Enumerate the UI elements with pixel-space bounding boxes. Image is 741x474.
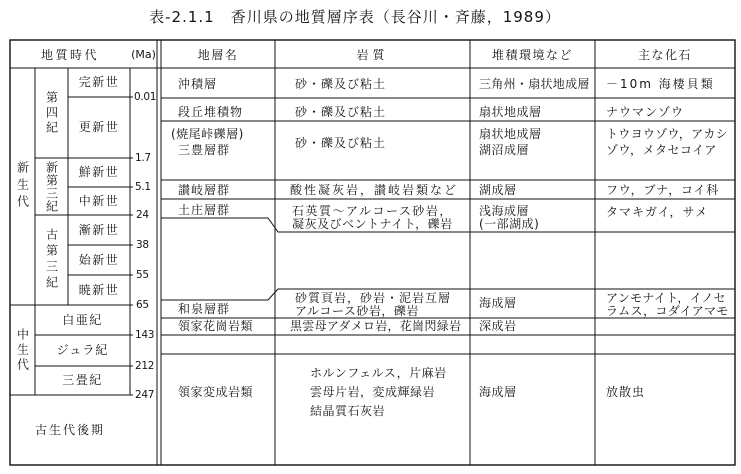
fossil-text: フウ，ブナ，コイ科 [606, 183, 720, 197]
lithology-text: 石英質～アルコース砂岩， [292, 204, 453, 218]
ma-tick-label: 65 [136, 299, 149, 311]
era-cell-mesozoic [10, 305, 35, 395]
ma-tick-label: 5.1 [135, 181, 151, 193]
era-label: 新生代 [15, 161, 30, 212]
fossil-text: ラムス，コダイアマモ [606, 304, 729, 318]
fossil-text: タマキガイ，サメ [606, 205, 709, 219]
fossil-text: ゾウ，メタセコイア [606, 143, 717, 157]
table-title: 表-2.1.1 香川県の地質層序表（長谷川・斉藤，1989） [149, 8, 561, 26]
header-lithology: 岩質 [356, 48, 389, 62]
environment-text: 湖沼成層 [479, 143, 530, 157]
period-cell-quaternary [35, 68, 68, 158]
lithology-text: 砂・礫及び粘土 [295, 105, 387, 119]
environment-text: 三角州・扇状地成層 [479, 77, 590, 91]
ma-tick-label: 212 [135, 360, 155, 372]
formation-name: 土庄層群 [178, 203, 231, 217]
period-label: 第四紀 [44, 90, 59, 136]
environment-text: (一部湖成) [479, 217, 540, 231]
ma-tick-label: 0.01 [134, 91, 157, 103]
ma-tick-label: 38 [136, 239, 149, 251]
formation-name: 和泉層群 [178, 302, 231, 316]
fossil-text: 放散虫 [606, 385, 646, 399]
formation-name: 沖積層 [178, 77, 218, 91]
epoch-label: 鮮新世 [78, 165, 120, 179]
environment-text: 扇状地成層 [479, 105, 542, 119]
environment-text: 海成層 [479, 385, 517, 399]
ma-tick-label: 247 [135, 389, 155, 401]
fossil-text: －10m 海棲貝類 [606, 77, 715, 91]
lithology-text: 黒雲母アダメロ岩，花崗閃緑岩 [290, 319, 462, 333]
formation-name: (焼尾峠礫層) [171, 127, 244, 141]
fossil-text: トウヨウゾウ，アカシ [606, 127, 728, 141]
era-cell-cenozoic [10, 68, 35, 305]
epoch-label: 暁新世 [78, 283, 120, 297]
period-label: 白亜紀 [62, 313, 103, 327]
fossil-text: ナウマンゾウ [606, 105, 685, 119]
period-label: 古第三紀 [44, 228, 59, 292]
ma-tick-label: 143 [135, 329, 155, 341]
era-label: 中生代 [15, 327, 30, 373]
header-fossils: 主な化石 [637, 48, 692, 62]
lithology-text: 凝灰及びベントナイト，礫岩 [292, 217, 453, 231]
formation-name: 領家花崗岩類 [178, 319, 254, 333]
header-ma: (Ma) [131, 48, 156, 61]
fossil-text: アンモナイト，イノセ [606, 291, 726, 305]
formation-name: 讃岐層群 [178, 183, 231, 197]
ma-tick-label: 55 [136, 269, 149, 281]
period-label: 三畳紀 [62, 373, 103, 387]
environment-text: 扇状地成層 [479, 127, 542, 141]
period-label: ジュラ紀 [56, 343, 109, 357]
epoch-label: 漸新世 [78, 223, 120, 237]
lithology-text: 雲母片岩，変成輝緑岩 [310, 385, 436, 399]
environment-text: 海成層 [479, 296, 517, 310]
epoch-label: 中新世 [78, 194, 120, 208]
lithology-text: 酸性凝灰岩，讃岐岩類など [290, 183, 459, 197]
period-label: 新第三紀 [44, 160, 59, 213]
period-cell-neogene [35, 158, 68, 215]
formation-name: 段丘堆積物 [178, 105, 244, 119]
period-cell-paleogene [35, 215, 68, 305]
environment-text: 湖成層 [479, 183, 517, 197]
header-geologic-age: 地質時代 [40, 48, 99, 62]
lithology-text: 砂・礫及び粘土 [295, 77, 387, 91]
epoch-label: 更新世 [78, 120, 120, 134]
lithology-text: ホルンフェルス，片麻岩 [310, 366, 447, 380]
formation-name: 三豊層群 [178, 143, 231, 157]
lithology-text: 結晶質石灰岩 [310, 404, 386, 418]
environment-text: 深成岩 [479, 319, 517, 333]
header-formation: 地層名 [197, 48, 239, 62]
environment-text: 浅海成層 [479, 204, 530, 218]
header-environment: 堆積環境など [491, 48, 573, 62]
formation-name: 領家変成岩類 [178, 385, 254, 399]
lithology-text: 砂・礫及び粘土 [295, 136, 387, 150]
era-label: 古生代後期 [34, 423, 105, 437]
lithology-text: アルコース砂岩，礫岩 [295, 304, 419, 318]
ma-tick-label: 1.7 [135, 152, 151, 164]
epoch-label: 始新世 [78, 253, 120, 267]
lithology-text: 砂質頁岩，砂岩・泥岩互層 [295, 291, 452, 305]
ma-tick-label: 24 [136, 209, 149, 221]
epoch-label: 完新世 [78, 75, 120, 89]
